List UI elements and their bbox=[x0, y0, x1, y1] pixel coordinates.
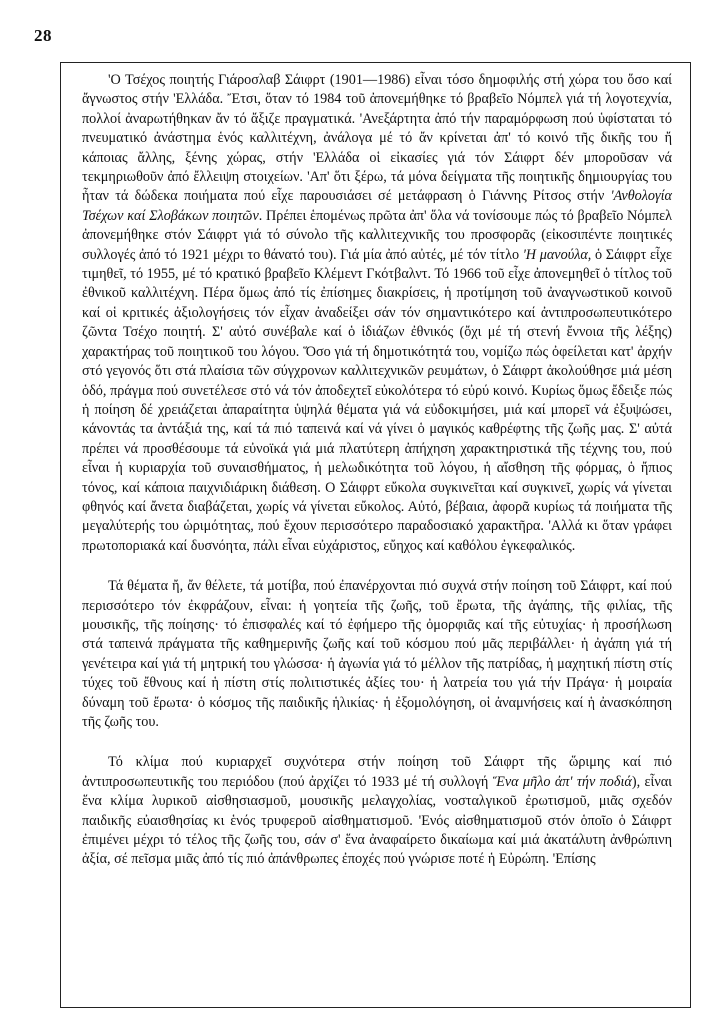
book-title: Ἕνα μῆλο ἀπ' τήν ποδιά bbox=[492, 773, 632, 790]
body-text bbox=[82, 71, 672, 870]
page-number: 28 bbox=[34, 26, 52, 45]
text-run: ), εἶναι ἕνα κλίμα λυρικοῦ αἰσθησιασμοῦ, μουσικῆς μελαγχολίας, νοσταλγικοῦ ἐρωτισμοῦ, μιᾶς σχεδόν παιδικῆς εὐαισθησίας κι ἑνός τρυφεροῦ αἰσθηματισμοῦ. 'Ενός αἰσθηματισμοῦ στόν ὁποῖο ὁ Σάιφρτ ἐπιμένει μέχρι τό τέλος τῆς ζωῆς του, σάν σ' ἕνα ἀναφαίρετο δικαίωμα καί μιά ἀκατάλυτη ἀνθρώπινη ἀξία, σέ πεῖσμα μιᾶς ἀπό τίς πιό ἀπάνθρωπες ἐποχές πού γνώρισε ποτέ ἡ Εὐρώπη. 'Επίσης bbox=[82, 773, 672, 868]
text-run: 'Ο Τσέχος ποιητής Γιάροσλαβ Σάιφρτ (1901—1986) εἶναι τόσο δημοφιλής στή χώρα του ὅσο καί ἄγνωστος στήν 'Ελλάδα. Ἔτσι, ὅταν τό 1984 τοῦ ἀπονεμήθηκε τό βραβεῖο Νόμπελ γιά τή λογοτεχνία, πολλοί ἀναρωτήθηκαν ἄν τό ἄξιζε πραγματικά. 'Ανεξάρτητα ἀπό τήν παραμόρφωση πού ὑφίσταται τό πνευματικό ἀνάστημα ἑνός καλλιτέχνη, ἀνάλογα μέ τό ἄν κρίνεται ἀπ' τό κοινό τῆς δικῆς του ἤ κάποιας ἄλλης, ξένης χώρας, στήν 'Ελλάδα οἱ εἰκασίες γιά τόν Σάιφρτ δέν μποροῦσαν νά τεκμηριωθοῦν ἀπό ἔλλειψη στοιχείων. 'Απ' ὅτι ξέρω, τά μόνα δείγματα τῆς ποιητικῆς δημιουργίας του ἦταν τά δώδεκα ποιήματα πού εἶχε παρουσιάσει σέ μετάφραση ὁ Γιάννης Ρίτσος στήν bbox=[82, 72, 672, 205]
text-run: ὁ Σάιφρτ εἶχε τιμηθεῖ, τό 1955, μέ τό κρατικό βραβεῖο Κλέμεντ Γκότβαλντ. Τό 1966 τοῦ εἶχε ἀπονεμηθεῖ ὁ τίτλος τοῦ ἐθνικοῦ καλλιτέχνη. Πέρα ὅμως ἀπό τίς ἐπίσημες διακρίσεις, ἡ προτίμηση τοῦ ἀναγνωστικοῦ κοινοῦ καί οἱ κριτικές ἀξιολογήσεις τόν εἶχαν ἀναδείξει σάν τόν σημαντικότερο καί ἀντιπροσωπευτικότερο ζῶντα Τσέχο ποιητή. Σ' αὐτό συνέβαλε καί ὁ ἰδιάζων ἐθνικός (ὄχι μέ τή στενή ἔννοια τῆς λέξης) χαρακτήρας τοῦ ποιητικοῦ του λόγου. Ὅσο γιά τή δημοτικότητά του, νομίζω πώς ὀφείλεται κατ' ἀρχήν στό γεγονός ὅτι στά πλαίσια τῶν σύγχρονων καλλιτεχνικῶν ρευμάτων, ὁ Σάιφρτ ἀκολούθησε μιά μέση ὁδό, πράγμα πού συνετέλεσε στό νά τόν ἀποδεχτεῖ εὐκολότερα τό εὐρύ κοινό. Κυρίως ὅμως ἔδειξε πώς ἡ ποίηση δέ χρειάζεται ἀπαραίτητα ὑψηλά θέματα γιά νά εὐδοκιμήσει, μιά καί μπορεῖ νά ἐξυψώσει, κάνοντάς τα ἀντάξιά της, καί τά πιό ταπεινά καί νά γίνει ὁ μαγικός καθρέφτης τῆς ζωῆς μας. Σ' αὐτά πρέπει νά προσθέσουμε τά εὐνοϊκά γιά μιά πλατύτερη ἀπήχηση χαρακτηριστικά τῆς τέχνης του, πού εἶναι ἡ κυριαρχία τοῦ συναισθήματος, ἡ μελωδικότητα τοῦ λόγου, ἡ αἴσθηση τῆς φόρμας, ὁ ἤπιος τόνος, καί κάποια παιχνιδιάρικη διάθεση. Ο Σάιφρτ εὔκολα συγκινεῖται καί συγκινεῖ, χωρίς νά γίνεται φθηνός καί ἄνετα διαβάζεται, χωρίς νά γίνεται εὔκολος. Αὐτό, βέβαια, ἀφορᾶ κυρίως τά ποιήματα τῆς μεγαλύτερής του ὡριμότητας, πού ἔχουν περισσότερο παραδοσιακό χαρακτῆρα. 'Αλλά κι ὅταν γράφει πρωτοποριακά καί δυσνόητα, πάλι εἶναι εὐχάριστος, εὔηχος καί καθόλου ἐγκεφαλικός. bbox=[82, 246, 672, 554]
text-run: Τά θέματα ἤ, ἄν θέλετε, τά μοτίβα, πού ἐπανέρχονται πιό συχνά στήν ποίηση τοῦ Σάιφρτ, καί πού περισσότερο τόν ἐκφράζουν, εἶναι: ἡ γοητεία τῆς ζωῆς, τοῦ ἔρωτα, τῆς ἀγάπης, τῆς φιλίας, τῆς μουσικῆς, τῆς ποίησης· τό ἐπισφαλές καί τό ἐφήμερο τῆς ὀμορφιᾶς καί τῆς εὐτυχίας· ἡ προσήλωση στά ταπεινά πράγματα τῆς καθημερινῆς ζωῆς καί τοῦ κόσμου πού μᾶς περιβάλλει· ἡ ἀγάπη γιά τή γενέτειρα καί γιά τή μητρική του γλώσσα· ἡ ἀγωνία γιά τό μέλλον τῆς πατρίδας, ἡ μαχητική πίστη στίς τύχες τοῦ ἔθνους καί ἡ πίστη στίς πολιτιστικές ἀξίες του· ἡ λατρεία του γιά τήν Πράγα· ἡ μοιραία δύναμη τοῦ ἔρωτα· ὁ κόσμος τῆς παιδικῆς ἡλικίας· ἡ ἐξομολόγηση, οἱ ἀναμνήσεις καί ἡ ἀνασκόπηση τῆς ζωῆς του. bbox=[82, 578, 672, 730]
text-run: Τό κλίμα πού κυριαρχεῖ συχνότερα στήν ποίηση τοῦ Σάιφρτ τῆς ὥριμης καί πιό ἀντιπροσωπευτικῆς του περιόδου (πού ἀρχίζει τό 1933 μέ τή συλλογή bbox=[82, 754, 672, 790]
book-title: 'Η μανούλα, bbox=[522, 246, 592, 263]
book-title: 'Ανθολογία Τσέχων καί Σλοβάκων ποιητῶν bbox=[82, 188, 672, 224]
paragraph bbox=[82, 577, 672, 732]
paragraph bbox=[82, 71, 672, 556]
paragraph bbox=[82, 753, 672, 869]
text-run: . Πρέπει ἑπομένως πρῶτα ἀπ' ὅλα νά τονίσουμε πώς τό βραβεῖο Νόμπελ ἀπονεμήθηκε στόν Σάιφρτ γιά τό σύνολο τῆς καλλιτεχνικῆς του προσφορᾶς (εἰκοσιπέντε ποιητικές συλλογές ἀπό τό 1921 μέχρι το θάνατό του). Γιά μία ἀπό αὐτές, μέ τόν τίτλο bbox=[82, 207, 673, 263]
